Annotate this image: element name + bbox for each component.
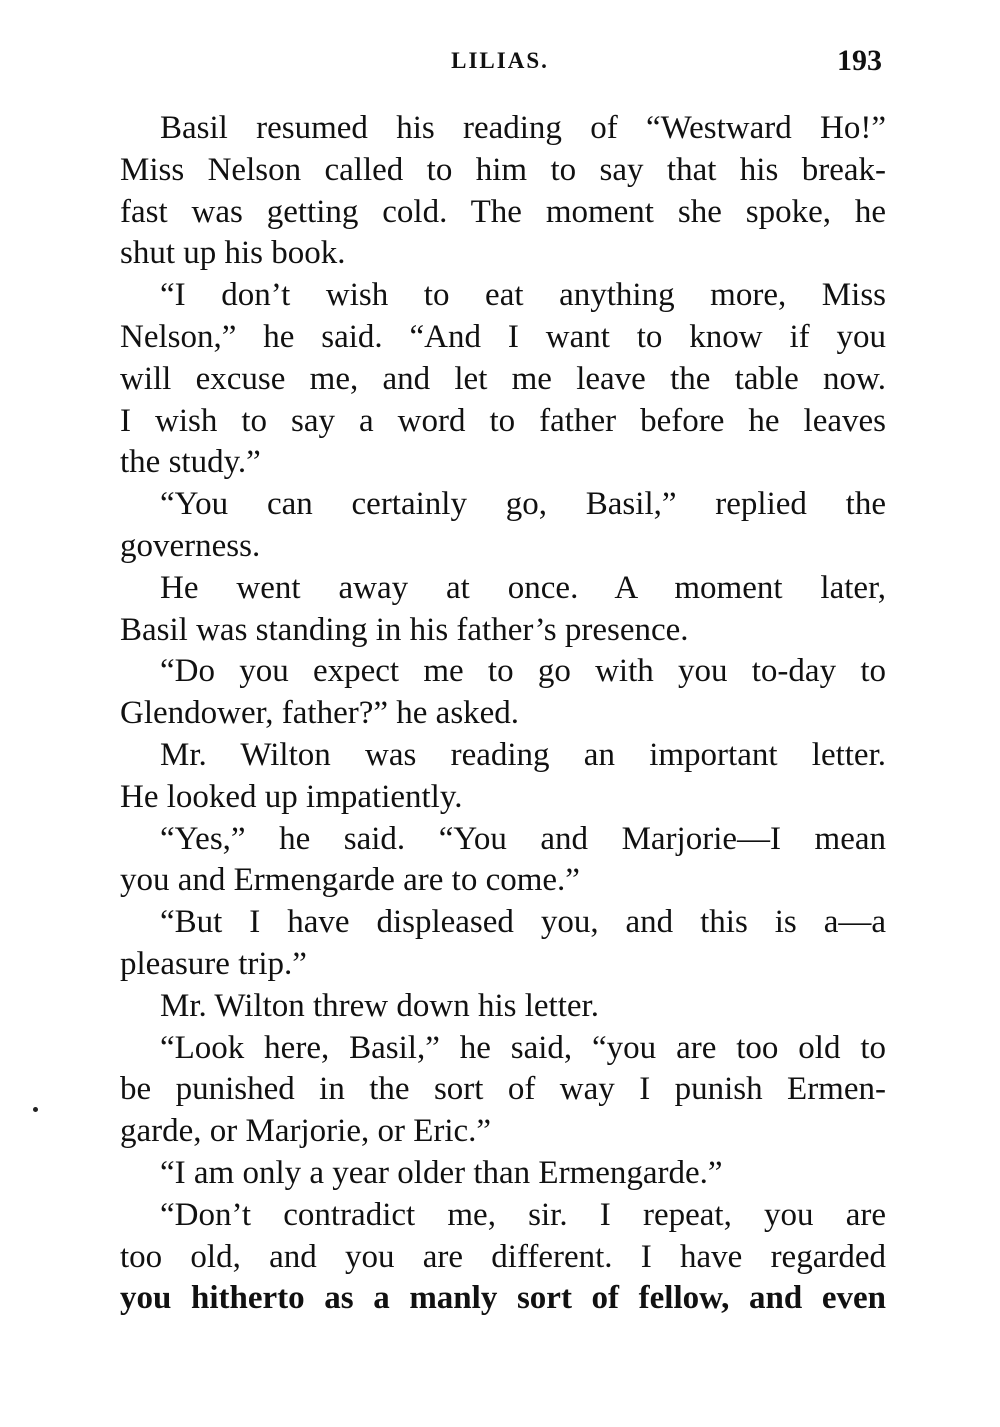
text-line: Miss Nelson called to him to say that his break- [120, 151, 886, 188]
text-line: Glendower, father?” he asked. [120, 695, 520, 732]
text-line: pleasure trip.” [120, 945, 307, 982]
body-text [120, 108, 886, 1320]
text-line: Nelson,” he said. “And I want to know if you [120, 318, 886, 355]
text-line: “But I have displeased you, and this is a—a [160, 904, 886, 941]
text-line: “Look here, Basil,” he said, “you are too old to [160, 1029, 886, 1066]
text-line: governess. [120, 527, 261, 564]
text-line: the study.” [120, 444, 261, 481]
text-line: “I am only a year older than Ermengarde.” [160, 1154, 723, 1191]
text-line: Basil resumed his reading of “Westward Ho!” [160, 110, 886, 146]
text-line: you hitherto as a manly sort of fellow, and even [120, 1280, 886, 1317]
ink-speck [33, 1107, 38, 1112]
text-line: He went away at once. A moment later, [160, 569, 886, 606]
text-line: be punished in the sort of way I punish Ermen- [120, 1071, 886, 1108]
text-line: Basil was standing in his father’s presence. [120, 611, 689, 648]
page-number: 193 [837, 44, 882, 77]
text-line: Mr. Wilton was reading an important letter. [160, 736, 886, 773]
running-head [0, 44, 1000, 84]
text-line: you and Ermengarde are to come.” [120, 862, 580, 899]
text-line: “I don’t wish to eat anything more, Miss [160, 277, 886, 314]
text-line: “You can certainly go, Basil,” replied the [160, 486, 886, 523]
text-line: He looked up impatiently. [120, 778, 463, 815]
text-line: fast was getting cold. The moment she spoke, he [120, 193, 886, 230]
text-line: I wish to say a word to father before he leaves [120, 402, 886, 439]
text-line: will excuse me, and let me leave the table now. [120, 360, 886, 397]
text-line: “Don’t contradict me, sir. I repeat, you are [160, 1196, 886, 1233]
text-line: shut up his book. [120, 235, 346, 272]
text-line: “Yes,” he said. “You and Marjorie—I mean [160, 820, 886, 857]
text-line: Mr. Wilton threw down his letter. [160, 987, 599, 1024]
running-title: LILIAS. [451, 48, 549, 73]
text-line: “Do you expect me to go with you to-day to [160, 653, 886, 690]
text-line: too old, and you are different. I have regarded [120, 1238, 886, 1275]
text-line: garde, or Marjorie, or Eric.” [120, 1113, 492, 1150]
